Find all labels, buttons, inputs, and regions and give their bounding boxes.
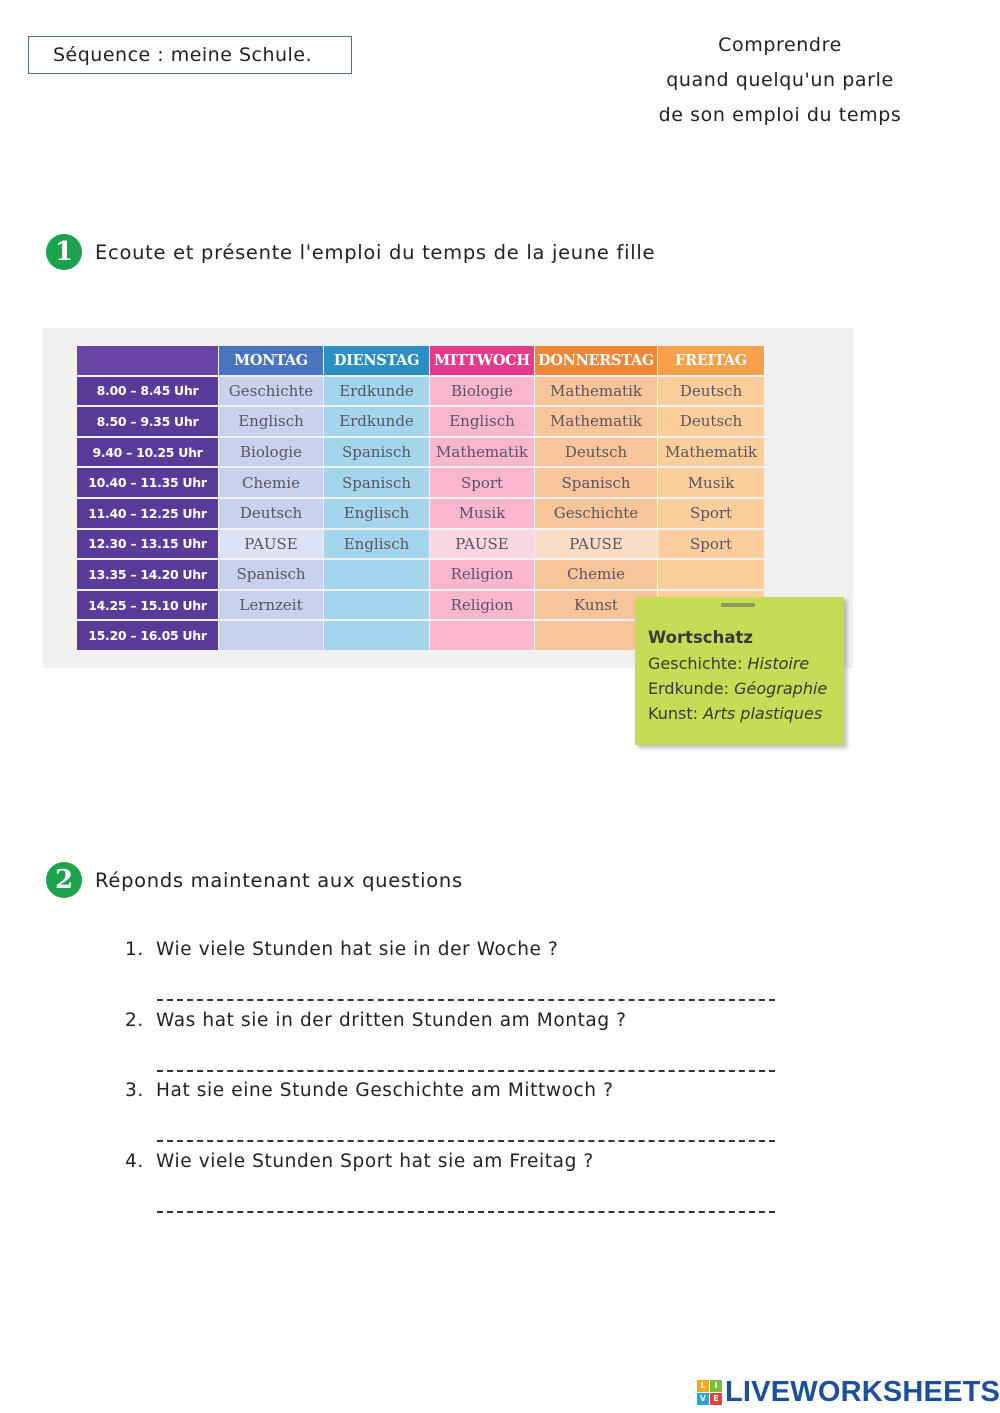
note-translation: Histoire <box>747 654 810 673</box>
note-translation: Géographie <box>734 679 828 698</box>
day-header: DIENSTAG <box>324 346 429 375</box>
answer-input-1[interactable] <box>157 977 775 1001</box>
objective-block <box>620 28 940 133</box>
time-slot: 13.35 – 14.20 Uhr <box>77 560 218 589</box>
time-slot: 8.00 – 8.45 Uhr <box>77 377 218 406</box>
section-1-heading <box>46 234 655 270</box>
question-text: Wie viele Stunden hat sie in der Woche ? <box>156 939 559 960</box>
subject-cell: Englisch <box>324 530 429 559</box>
question-number: 1. <box>125 939 144 960</box>
subject-cell: Chemie <box>219 468 323 497</box>
question-list <box>125 935 785 1217</box>
subject-cell: Mathematik <box>535 377 657 406</box>
subject-cell: Sport <box>430 468 534 497</box>
number-badge-icon: 2 <box>46 862 82 898</box>
note-term: Geschichte: <box>648 654 743 673</box>
question-number: 3. <box>125 1080 144 1101</box>
sequence-title-box <box>28 36 352 74</box>
objective-line: quand quelqu'un parle <box>666 69 894 91</box>
subject-cell: Spanisch <box>219 560 323 589</box>
question-number: 2. <box>125 1009 144 1031</box>
subject-cell: Mathematik <box>430 438 534 467</box>
number-badge-icon: 1 <box>46 234 82 270</box>
subject-cell: Musik <box>658 468 764 497</box>
time-slot: 14.25 – 15.10 Uhr <box>77 591 218 620</box>
time-slot: 8.50 – 9.35 Uhr <box>77 407 218 436</box>
question-item <box>125 1076 785 1147</box>
note-entry <box>648 679 827 698</box>
note-entry <box>648 704 822 723</box>
time-slot: 12.30 – 13.15 Uhr <box>77 530 218 559</box>
note-term: Erdkunde: <box>648 679 730 698</box>
subject-cell <box>430 621 534 650</box>
subject-cell: Erdkunde <box>324 407 429 436</box>
timetable-corner <box>77 346 218 375</box>
subject-cell: Spanisch <box>535 468 657 497</box>
timetable-row <box>77 530 764 559</box>
answer-input-3[interactable] <box>157 1118 775 1142</box>
timetable-row <box>77 560 764 589</box>
logo-letter: L <box>697 1380 709 1392</box>
subject-cell: Englisch <box>324 499 429 528</box>
note-title: Wortschatz <box>648 628 753 647</box>
logo-letter: I <box>710 1380 722 1392</box>
subject-cell <box>324 591 429 620</box>
time-slot: 15.20 – 16.05 Uhr <box>77 621 218 650</box>
subject-cell: Sport <box>658 499 764 528</box>
subject-cell: Biologie <box>219 438 323 467</box>
timetable-header-row <box>77 346 764 375</box>
day-header: FREITAG <box>658 346 764 375</box>
subject-cell: Chemie <box>535 560 657 589</box>
time-slot: 11.40 – 12.25 Uhr <box>77 499 218 528</box>
question-text: Hat sie eine Stunde Geschichte am Mittwoch ? <box>156 1080 614 1101</box>
objective-line: de son emploi du temps <box>658 104 902 126</box>
subject-cell: PAUSE <box>535 530 657 559</box>
liveworksheets-brand[interactable] <box>697 1376 1000 1409</box>
subject-cell: Geschichte <box>219 377 323 406</box>
subject-cell: Erdkunde <box>324 377 429 406</box>
subject-cell: PAUSE <box>430 530 534 559</box>
question-number: 4. <box>125 1150 144 1172</box>
liveworksheets-logo-icon <box>697 1380 722 1405</box>
subject-cell: Lernzeit <box>219 591 323 620</box>
subject-cell: Sport <box>658 530 764 559</box>
sequence-title: Séquence : meine Schule. <box>53 44 313 66</box>
time-slot: 9.40 – 10.25 Uhr <box>77 438 218 467</box>
question-text: Wie viele Stunden Sport hat sie am Freitag ? <box>156 1150 594 1172</box>
subject-cell: Mathematik <box>535 407 657 436</box>
wortschatz-note <box>635 597 844 745</box>
timetable-image <box>43 328 853 723</box>
subject-cell <box>324 621 429 650</box>
subject-cell: PAUSE <box>219 530 323 559</box>
brand-name: LIVEWORKSHEETS <box>725 1376 1000 1408</box>
subject-cell: Religion <box>430 560 534 589</box>
answer-input-2[interactable] <box>157 1048 775 1072</box>
subject-cell: Deutsch <box>658 407 764 436</box>
subject-cell <box>219 621 323 650</box>
logo-letter: V <box>697 1393 709 1405</box>
note-translation: Arts plastiques <box>703 704 823 723</box>
subject-cell: Geschichte <box>535 499 657 528</box>
question-text: Was hat sie in der dritten Stunden am Montag ? <box>156 1009 627 1031</box>
note-term: Kunst: <box>648 704 698 723</box>
day-header: MITTWOCH <box>430 346 534 375</box>
timetable-row <box>77 407 764 436</box>
timetable-row <box>77 377 764 406</box>
day-header: MONTAG <box>219 346 323 375</box>
subject-cell: Deutsch <box>658 377 764 406</box>
subject-cell: Englisch <box>430 407 534 436</box>
objective-line: Comprendre <box>718 34 842 56</box>
answer-input-4[interactable] <box>157 1189 775 1213</box>
subject-cell: Englisch <box>219 407 323 436</box>
question-item <box>125 1006 785 1077</box>
section-title: Ecoute et présente l'emploi du temps de la jeune fille <box>95 240 656 264</box>
subject-cell: Spanisch <box>324 468 429 497</box>
timetable-row <box>77 499 764 528</box>
timetable-row <box>77 468 764 497</box>
subject-cell <box>658 560 764 589</box>
subject-cell <box>324 560 429 589</box>
subject-cell: Musik <box>430 499 534 528</box>
time-slot: 10.40 – 11.35 Uhr <box>77 468 218 497</box>
paperclip-icon <box>721 603 755 607</box>
subject-cell: Deutsch <box>535 438 657 467</box>
subject-cell: Kunst <box>535 591 657 620</box>
subject-cell: Spanisch <box>324 438 429 467</box>
timetable-row <box>77 438 764 467</box>
note-entry <box>648 654 809 673</box>
subject-cell: Deutsch <box>219 499 323 528</box>
subject-cell: Biologie <box>430 377 534 406</box>
logo-letter: E <box>710 1393 722 1405</box>
section-2-heading <box>46 862 463 898</box>
day-header: DONNERSTAG <box>535 346 657 375</box>
question-item <box>125 1147 785 1218</box>
section-title: Réponds maintenant aux questions <box>95 868 463 892</box>
subject-cell: Mathematik <box>658 438 764 467</box>
question-item <box>125 935 785 1006</box>
subject-cell: Religion <box>430 591 534 620</box>
